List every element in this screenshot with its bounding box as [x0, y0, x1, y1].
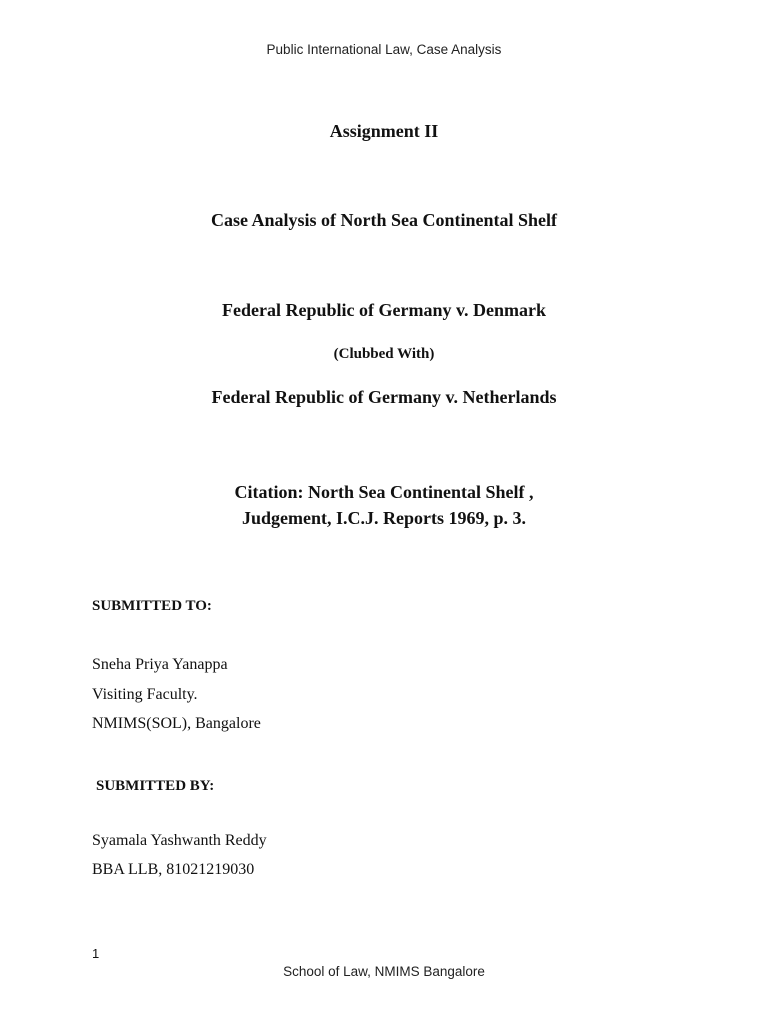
submitted-to-line: NMIMS(SOL), Bangalore: [92, 715, 261, 732]
submitted-to-line: Sneha Priya Yanappa: [92, 656, 228, 673]
citation-line-2: Judgement, I.C.J. Reports 1969, p. 3.: [241, 508, 526, 528]
citation-line-1: Citation: North Sea Continental Shelf ,: [234, 482, 534, 502]
case-title: Case Analysis of North Sea Continental Shelf: [210, 210, 558, 230]
submitted-by-line: Syamala Yashwanth Reddy: [92, 832, 267, 849]
page-number: 1: [92, 946, 100, 961]
submitted-to-label: SUBMITTED TO:: [92, 598, 212, 614]
submitted-by-line: BBA LLB, 81021219030: [92, 861, 255, 878]
submitted-to-line: Visiting Faculty.: [92, 686, 198, 703]
page-footer: School of Law, NMIMS Bangalore: [283, 964, 485, 979]
assignment-title: Assignment II: [329, 121, 439, 141]
submitted-by-label: SUBMITTED BY:: [96, 778, 215, 794]
clubbed-note: (Clubbed With): [333, 346, 435, 362]
page-header: Public International Law, Case Analysis: [266, 42, 502, 57]
party-line-1: Federal Republic of Germany v. Denmark: [222, 300, 546, 320]
party-line-2: Federal Republic of Germany v. Netherlands: [211, 387, 557, 407]
